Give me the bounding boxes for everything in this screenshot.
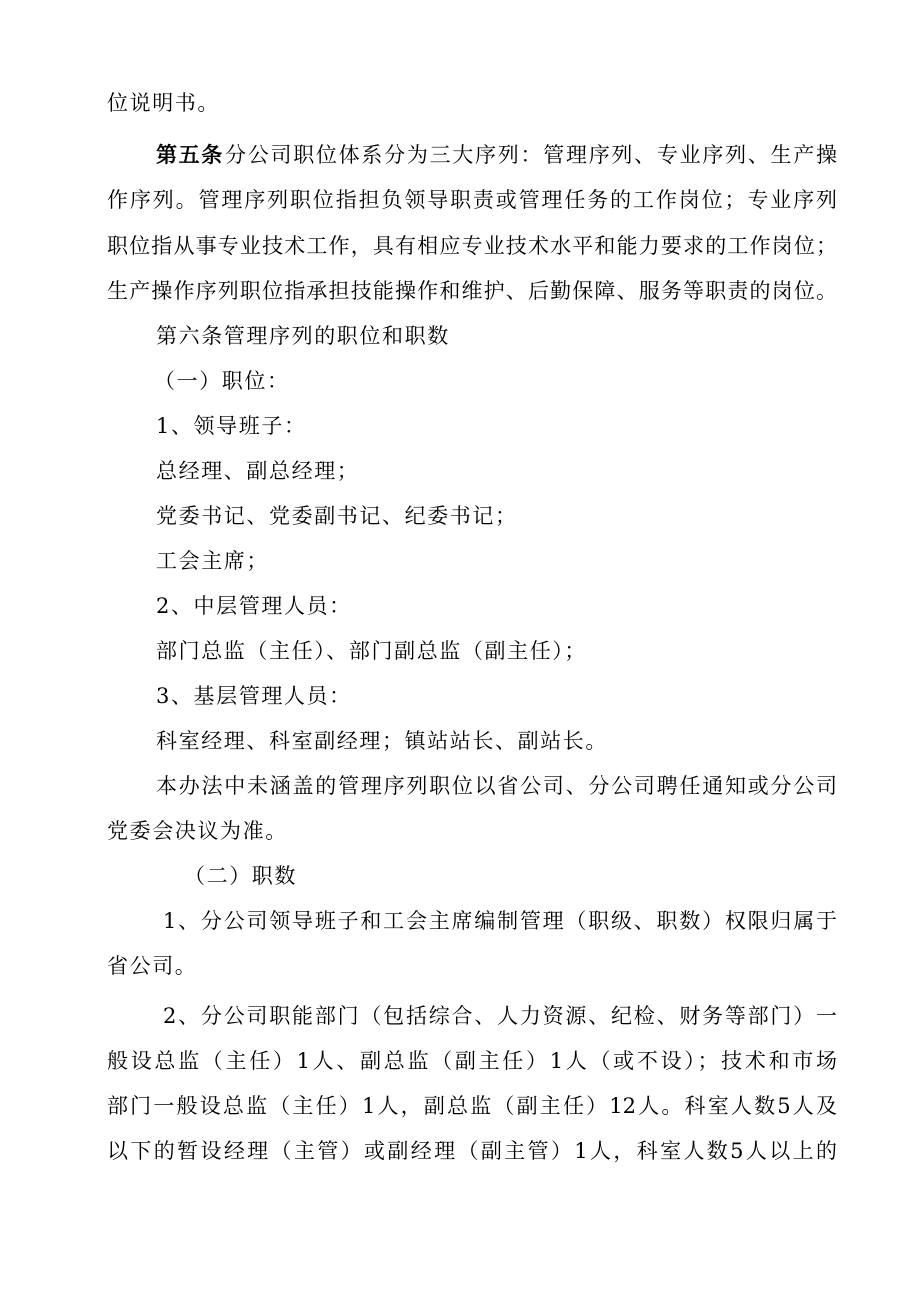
text-line: 省公司。 <box>107 954 198 978</box>
text-line: 职位指从事专业技术工作，具有相应专业技术水平和能力要求的工作岗位； <box>107 234 837 258</box>
list-item: 工会主席； <box>156 549 269 573</box>
list-item: 部门总监（主任）、部门副总监（副主任）； <box>156 639 587 663</box>
text-line: 般设总监（主任）1人、副总监（副主任）1人（或不设）；技术和市场 <box>107 1049 837 1073</box>
subsection-heading: （二）职数 <box>184 864 297 888</box>
list-item: 党委书记、党委副书记、纪委书记； <box>156 504 518 528</box>
text-line: 生产操作序列职位指承担技能操作和维护、后勤保障、服务等职责的岗位。 <box>107 279 837 303</box>
text-line: 以下的暂设经理（主管）或副经理（副主管）1人，科室人数5人以上的 <box>107 1139 837 1163</box>
text-line: 2、分公司职能部门（包括综合、人力资源、纪检、财务等部门）一 <box>163 1004 837 1028</box>
list-item: 1、领导班子： <box>156 414 307 438</box>
text-line: 位说明书。 <box>107 91 220 115</box>
text-line: 本办法中未涵盖的管理序列职位以省公司、分公司聘任通知或分公司 <box>156 774 837 798</box>
article-label: 第五条 <box>156 142 224 167</box>
text-line: 1、分公司领导班子和工会主席编制管理（职级、职数）权限归属于 <box>163 909 837 933</box>
text-line: 党委会决议为准。 <box>107 819 288 843</box>
section-heading: 第六条管理序列的职位和职数 <box>156 324 450 348</box>
subsection-heading: （一）职位： <box>154 369 290 393</box>
list-item: 总经理、副总经理； <box>156 459 360 483</box>
text-line: 作序列。管理序列职位指担负领导职责或管理任务的工作岗位；专业序列 <box>107 188 837 212</box>
list-item: 3、基层管理人员： <box>156 684 352 708</box>
text-line: 分公司职位体系分为三大序列：管理序列、专业序列、生产操 <box>225 143 837 167</box>
list-item: 科室经理、科室副经理；镇站站长、副站长。 <box>156 729 608 753</box>
list-item: 2、中层管理人员： <box>156 594 352 618</box>
text-line: 部门一般设总监（主任）1人，副总监（副主任）12人。科室人数5人及 <box>107 1094 837 1118</box>
